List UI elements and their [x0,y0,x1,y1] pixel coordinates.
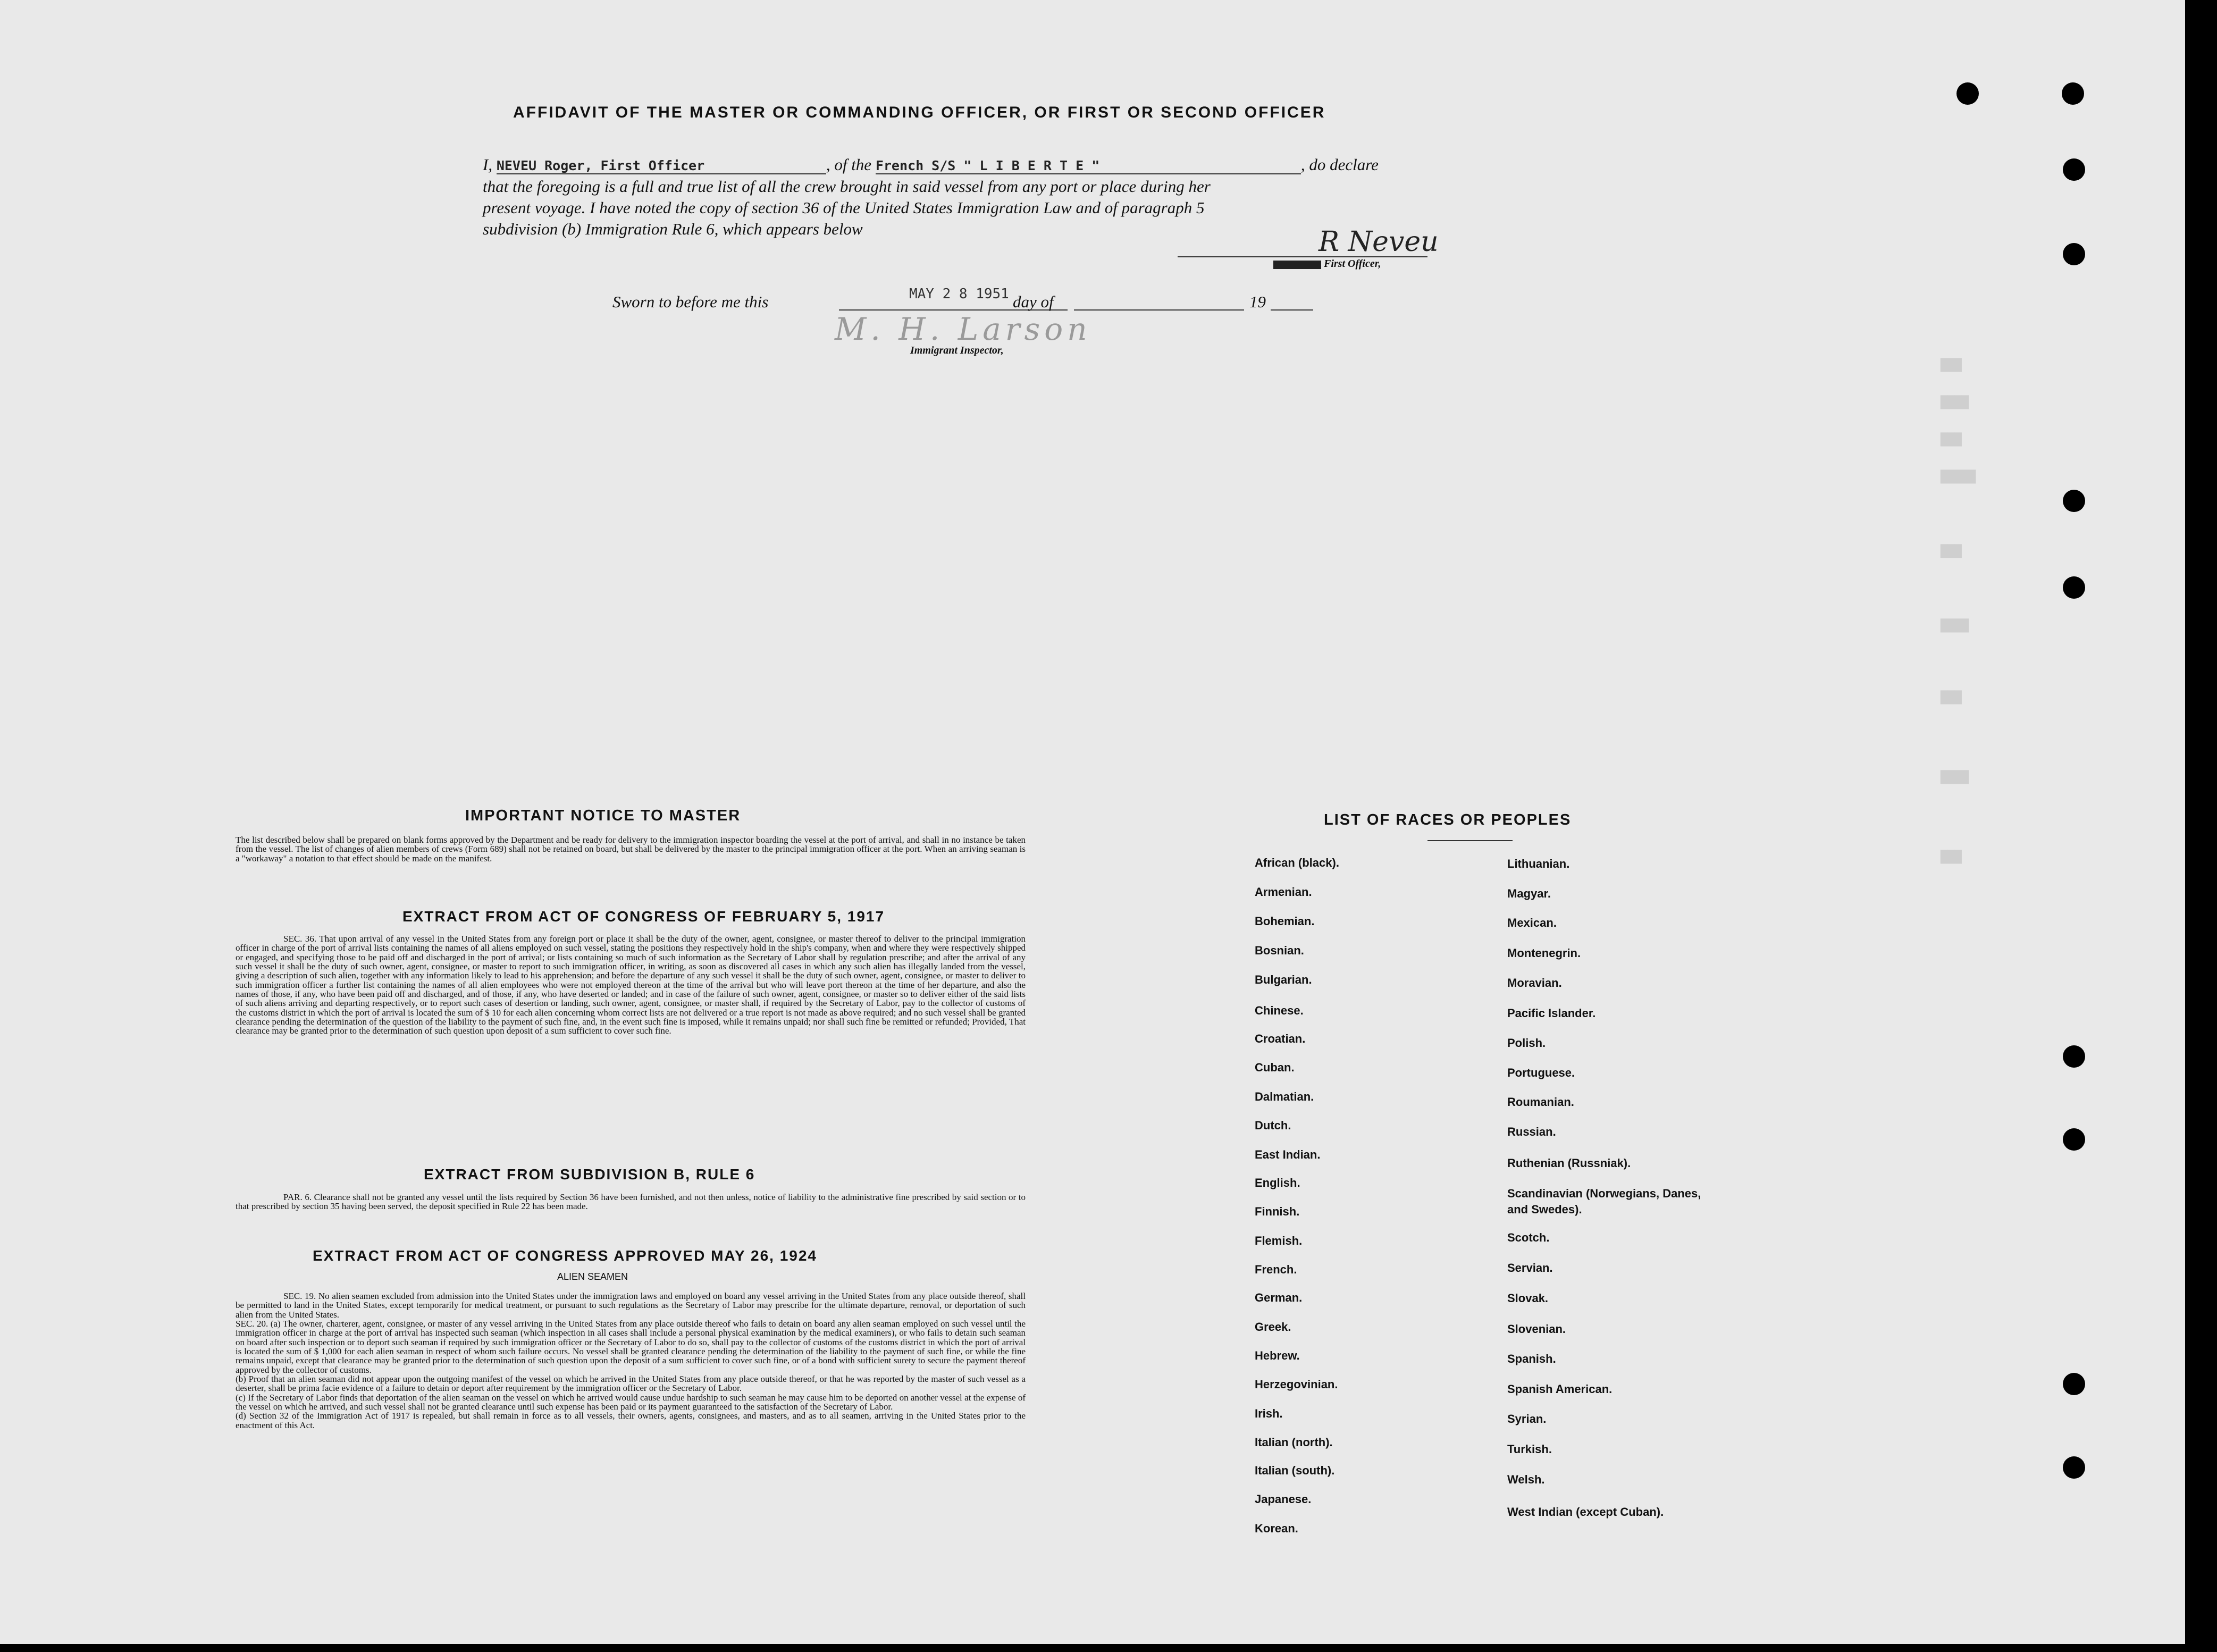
race-right-item: Spanish. [1507,1352,1556,1365]
race-left-item: Japanese. [1255,1492,1312,1506]
race-left-item: Herzegovinian. [1255,1378,1338,1391]
rule6-body: PAR. 6. Clearance shall not be granted any vessel until the lists required by Section 36 have been furnished, and not then unless, notice of liability to the administrative fine prescribed by said section or to that prescribed by section 35 having been served, the deposit specified in Rule 22 has been made. [236,1192,1026,1212]
punch-hole [1956,82,1979,105]
declarant-field: NEVEU Roger, First Officer [497,158,826,174]
race-right-item: Ruthenian (Russniak). [1507,1156,1631,1170]
race-right-item: Slovak. [1507,1292,1549,1305]
date-stamp: MAY 2 8 1951 [909,286,1009,302]
extract-1917-body: SEC. 36. That upon arrival of any vessel in the United States from any foreign port or place it shall be the duty of the owner, agent, consignee, or master thereof to deliver to the principal immigration officer in charge of the port of arrival lists containing the names of all aliens employed on such vessel, stating the positions they respectively hold in the ship's company, when and where they were respectively shipped or engaged, and specifying those to be paid off and discharged in the port of arrival; or lists containing so much of such information as the Secretary of Labor shall by regulation prescribe; and after the arrival of any such vessel it shall be the duty of such owner, agent, consignee, or master to report to such immigration officer, in writing, as soon as discovered all cases in which any such alien has illegally landed from the vessel, giving a description of such alien, together with any information likely to lead to his apprehension; and before the departure of any such vessel it shall be the duty of such owner, agent, consignee, or master to deliver to such immigration officer a further list containing the names of all alien employees who were not employed thereon at the time of the arrival but who will leave port thereon at the time of her departure, and also the names of those, if any, who have been paid off and discharged, and of those, if any, who have deserted or landed; and in case of the failure of such owner, agent, consignee, or master so to deliver either of the said lists of such aliens arriving and departing respectively, or to report such cases of desertion or landing, such owner, agent, consignee, or master shall, if required by the Secretary of Labor, pay to the collector of customs of the customs district in which the port of arrival is located the sum of $ 10 for each alien concerning whom correct lists are not delivered or a true report is not made as above required; and no such vessel shall be granted clearance pending the determination of the question of the liability to the payment of such fine, and, in the event such fine is imposed, while it remains unpaid; nor shall such fine be remitted or refunded; Provided, That clearance may be granted prior to the determination of such question upon deposit of a sum sufficient to cover such fine. [236,934,1026,1036]
inspector-label: Immigrant Inspector, [910,345,1004,356]
redacted-block [1273,261,1321,269]
race-left-item: Irish. [1255,1407,1283,1420]
race-left-item: Hebrew. [1255,1349,1300,1362]
race-right-item: Slovenian. [1507,1322,1566,1336]
race-right-item: Russian. [1507,1125,1556,1138]
punch-hole [2063,1128,2085,1151]
race-right-item: Spanish American. [1507,1382,1613,1396]
race-left-item: Italian (south). [1255,1464,1335,1477]
race-right-item: Moravian. [1507,976,1562,989]
race-right-item: Pacific Islander. [1507,1007,1596,1020]
affidavit-line-4: subdivision (b) Immigration Rule 6, which appears below [483,220,863,238]
race-right-item: Servian. [1507,1261,1553,1274]
race-right-item: Mexican. [1507,916,1557,929]
race-left-item: Armenian. [1255,885,1312,899]
punch-hole [2063,158,2085,181]
race-right-item: Turkish. [1507,1443,1552,1456]
punch-hole [2063,490,2085,512]
race-right-item: Montenegrin. [1507,946,1581,960]
race-left-item: African (black). [1255,856,1339,869]
bleed-through-row: ███ [1941,433,1962,447]
affidavit-line-1 [483,155,1466,174]
punch-hole [2063,576,2085,599]
race-left-item: Flemish. [1255,1234,1303,1247]
race-left-item: Korean. [1255,1522,1298,1535]
vessel-field: French S/S " L I B E R T E " [876,158,1301,174]
race-left-item: Croatian. [1255,1032,1306,1045]
day-of-label: day of [1013,292,1054,311]
extract-1924-title: EXTRACT FROM ACT OF CONGRESS APPROVED MAY 26, 1924 [313,1247,817,1264]
bleed-through-row: ███ [1941,359,1962,372]
race-left-item: German. [1255,1291,1303,1304]
extract-1917-title: EXTRACT FROM ACT OF CONGRESS OF FEBRUARY 5, 1917 [402,908,885,925]
race-left-item: English. [1255,1176,1300,1189]
race-left-item: Bohemian. [1255,915,1315,928]
race-right-item: Lithuanian. [1507,857,1570,870]
notice-body: The list described below shall be prepared on blank forms approved by the Department and be ready for delivery to the immigration inspector boarding the vessel at the port of arrival, and shall in no instance be taken from the vessel. The list of changes of alien members of crews (Form 689) shall not be retained on board, but shall be delivered by the master to the principal immigration officer at the port. When an arriving seaman is a "workaway" a notation to that effect should be made on the manifest. [236,835,1026,863]
month-line [1074,309,1244,311]
affidavit-title: AFFIDAVIT OF THE MASTER OR COMMANDING OFFICER, OR FIRST OR SECOND OFFICER [513,104,1326,121]
inspector-signature: M. H. Larson [835,311,1091,347]
race-left-item: French. [1255,1263,1297,1276]
races-title-underline [1427,840,1513,841]
affidavit-prefix: I, [483,155,493,174]
race-right-item: Magyar. [1507,887,1551,900]
race-right-item: Portuguese. [1507,1066,1575,1079]
sworn-label: Sworn to before me this [612,292,769,311]
extract-1924-subtitle: ALIEN SEAMEN [557,1271,628,1282]
bleed-through-row: ███ [1941,851,1962,864]
race-right-item: Scandinavian (Norwegians, Danes, and Swedes). [1507,1187,1701,1216]
race-left-item: Chinese. [1255,1004,1304,1017]
race-right-item: Roumanian. [1507,1095,1574,1109]
race-left-item: Cuban. [1255,1061,1295,1074]
race-left-item: Bosnian. [1255,944,1304,957]
year-label: 19 [1249,292,1266,311]
officer-signature: R Neveu [1319,226,1439,258]
race-right-item: West Indian (except Cuban). [1507,1505,1664,1519]
bleed-through-row: ████ [1941,619,1969,633]
race-left-item: East Indian. [1255,1148,1321,1161]
punch-hole [2063,243,2085,265]
punch-hole [2062,82,2084,105]
affidavit-of-the: , of the [826,155,872,174]
bleed-through-row: ███ [1941,545,1962,558]
extract-1924-body: SEC. 19. No alien seamen excluded from admission into the United States under the immigration laws and employed on board any vessel arriving in the United States from any place outside thereof, shall be permitted to land in the United States, except temporarily for medical treatment, or pursuant to such regulations as the Secretary of Labor may prescribe for the ultimate departure, removal, or deportation of such alien from the United States. SEC. 20. (a) The owner, charterer, agent, consignee, or master of any vessel arriving in the United States from any place outside thereof who fails to detain on board any alien seaman employed on such vessel until the immigration officer in charge at the port of arrival has inspected such seaman (which inspection in all cases shall include a personal physical examination by the medical examiners), or who fails to detain such seaman on board after such inspection or to deport such seaman if required by such immigration officer or the Secretary of Labor to do so, shall pay to the collector of customs of the customs district in which the port of arrival is located the sum of $ 1,000 for each alien seaman in respect of whom such failure occurs. No vessel shall be granted clearance pending the determination of the liability to the payment of such fine, or while the fine remains unpaid, except that clearance may be granted prior to the determination of such question upon the deposit of a sum sufficient to cover such fine, or of a bond with sufficient surety to secure the payment thereof approved by the collector of customs. (b) Proof that an alien seaman did not appear upon the outgoing manifest of the vessel on which he arrived in the United States from any place outside thereof, or that he was reported by the master of such vessel as a deserter, shall be prima facie evidence of a failure to detain or deport after requirement by the immigration officer or the Secretary of Labor. (c) If the Secretary of Labor finds that deportation of the alien seaman on the vessel on which he arrived would cause undue hardship to such seaman he may cause him to be deported on another vessel at the expense of the vessel on which he arrived, and such vessel shall not be granted clearance until such expense has been paid or its payment guaranteed to the satisfaction of the Secretary of Labor. (d) Section 32 of the Immigration Act of 1917 is repealed, but shall remain in force as to all vessels, their owners, agents, consignees, and masters, and as to all seamen, arriving in the United States prior to the enactment of this Act. [236,1291,1026,1430]
affidavit-do-declare: , do declare [1300,155,1379,174]
races-title: LIST OF RACES OR PEOPLES [1324,811,1572,828]
race-left-item: Dalmatian. [1255,1090,1314,1103]
bleed-through-row: ████ [1941,396,1969,409]
bleed-through-row: ████ [1941,771,1969,784]
race-left-item: Greek. [1255,1320,1291,1334]
bleed-through-row: ███ [1941,691,1962,705]
affidavit-line-2: that the foregoing is a full and true list of all the crew brought in said vessel from any port or place during her [483,177,1211,196]
race-left-item: Bulgarian. [1255,973,1312,986]
bleed-through-row: █████ [1941,471,1976,484]
affidavit-line-3: present voyage. I have noted the copy of section 36 of the United States Immigration Law and of paragraph 5 [483,198,1205,217]
rule6-title: EXTRACT FROM SUBDIVISION B, RULE 6 [424,1166,755,1183]
race-left-item: Dutch. [1255,1119,1291,1132]
race-right-item: Polish. [1507,1036,1546,1050]
punch-hole [2063,1456,2085,1479]
race-right-item: Welsh. [1507,1473,1545,1486]
year-line [1271,309,1313,311]
punch-hole [2063,1045,2085,1068]
officer-title: First Officer, [1324,258,1381,270]
punch-hole [2063,1373,2085,1395]
race-left-item: Italian (north). [1255,1436,1333,1449]
race-right-item: Syrian. [1507,1412,1547,1425]
race-left-item: Finnish. [1255,1205,1300,1218]
notice-title: IMPORTANT NOTICE TO MASTER [465,807,741,824]
race-right-item: Scotch. [1507,1231,1550,1244]
